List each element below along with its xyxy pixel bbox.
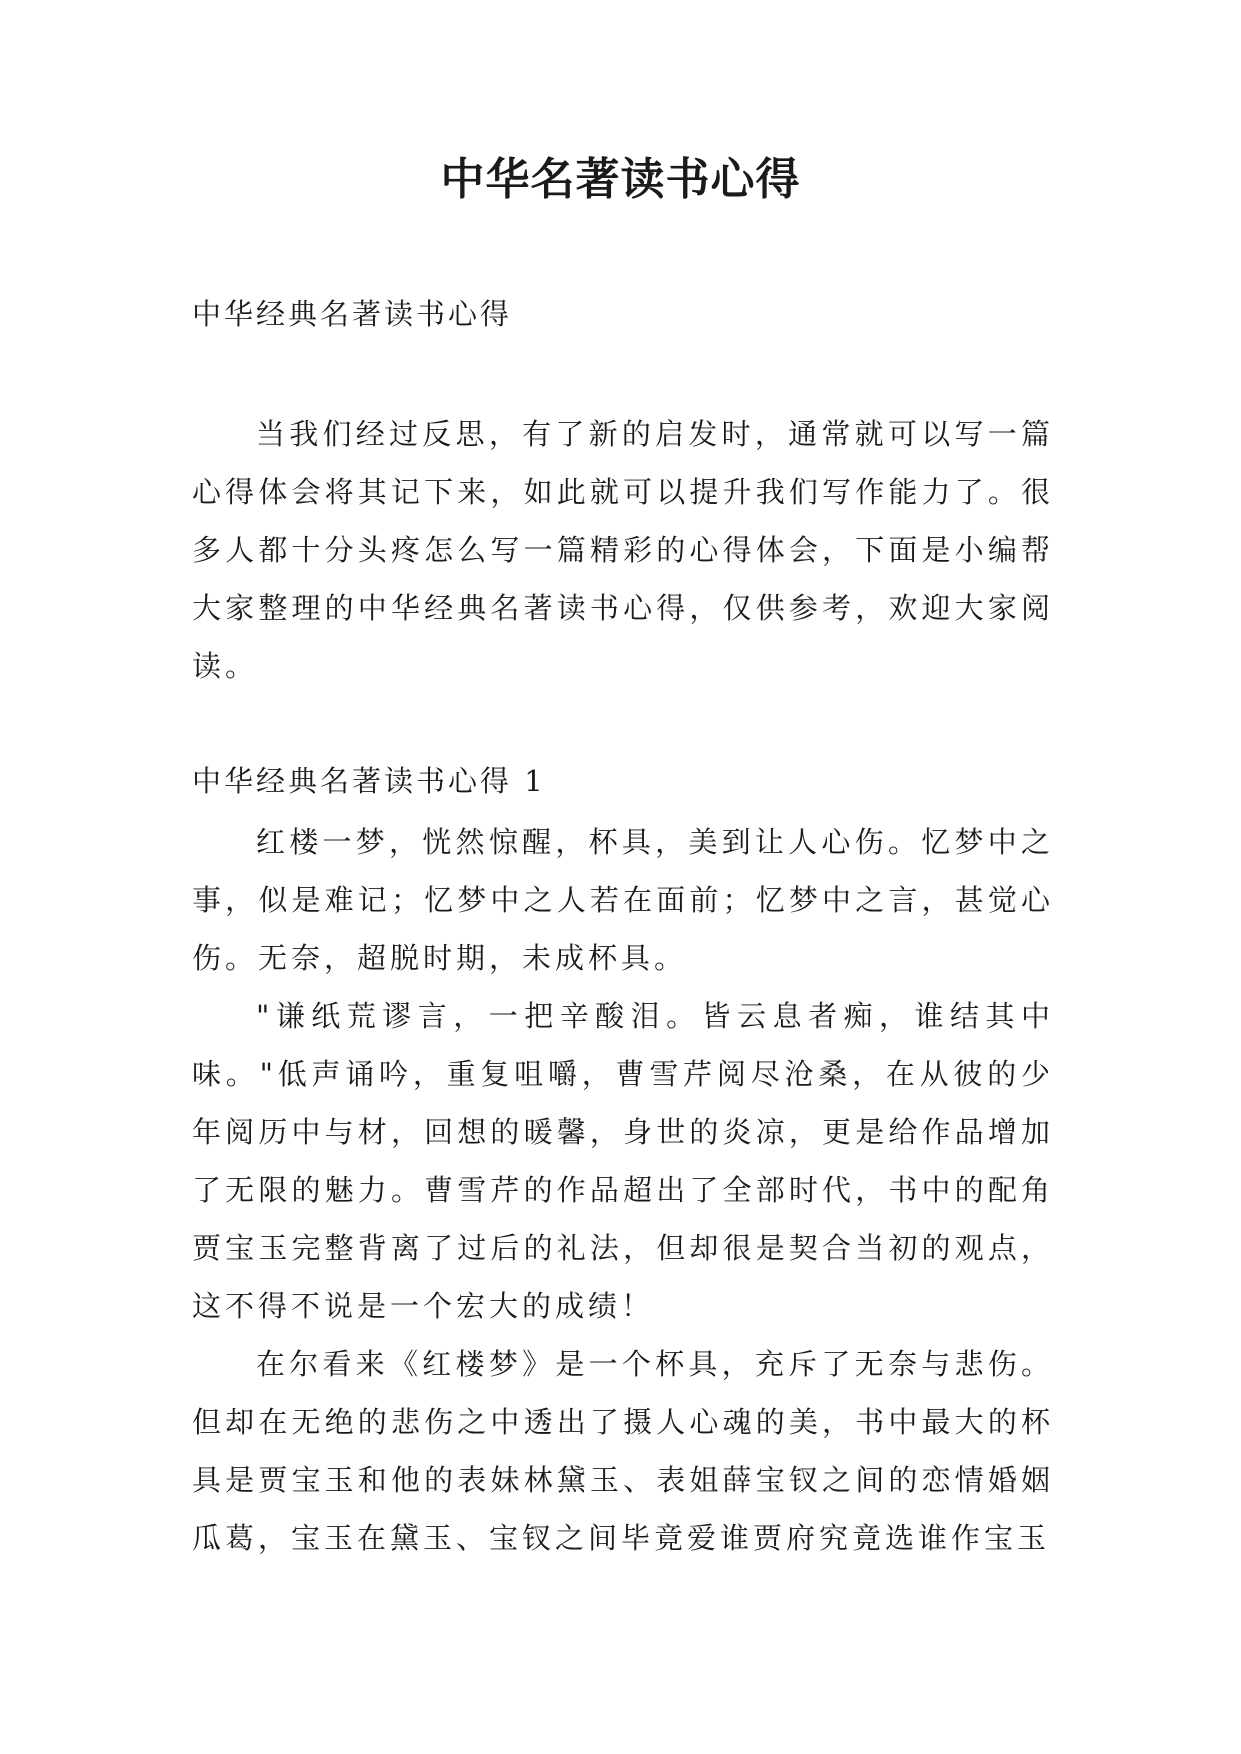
document-title: 中华名著读书心得 [440, 154, 801, 205]
body-paragraph: 在尔看来《红楼梦》是一个杯具，充斥了无奈与悲伤。但却在无绝的悲伤之中透出了摄人心魂的美，书中最大的杯具是贾宝玉和他的表妹林黛玉、表姐薛宝钗之间的恋情婚姻瓜葛，宝玉在黛玉、宝钗之间毕竟爱谁贾府究竟选谁作宝玉 [192, 1347, 1054, 1555]
section-heading: 中华经典名著读书心得 1 [192, 764, 546, 798]
body-paragraph: 红楼一梦，恍然惊醒，杯具，美到让人心伤。忆梦中之事，似是难记；忆梦中之人若在面前；忆梦中之言，甚觉心伤。无奈，超脱时期，未成杯具。 [192, 825, 1054, 975]
document-subtitle: 中华经典名著读书心得 [192, 297, 513, 331]
intro-section [192, 405, 1054, 695]
body-paragraph: "谦纸荒谬言，一把辛酸泪。皆云息者痴，谁结其中味。"低声诵吟，重复咀嚼，曹雪芹阅尽沧桑，在从彼的少年阅历中与材，回想的暖馨，身世的炎凉，更是给作品增加了无限的魅力。曹雪芹的作品超出了全部时代，书中的配角贾宝玉完整背离了过后的礼法，但却很是契合当初的观点，这不得不说是一个宏大的成绩！ [192, 999, 1054, 1323]
intro-paragraph: 当我们经过反思，有了新的启发时，通常就可以写一篇心得体会将其记下来，如此就可以提升我们写作能力了。很多人都十分头疼怎么写一篇精彩的心得体会，下面是小编帮大家整理的中华经典名著读书心得，仅供参考，欢迎大家阅读。 [192, 417, 1054, 683]
section-body [192, 813, 1054, 1567]
